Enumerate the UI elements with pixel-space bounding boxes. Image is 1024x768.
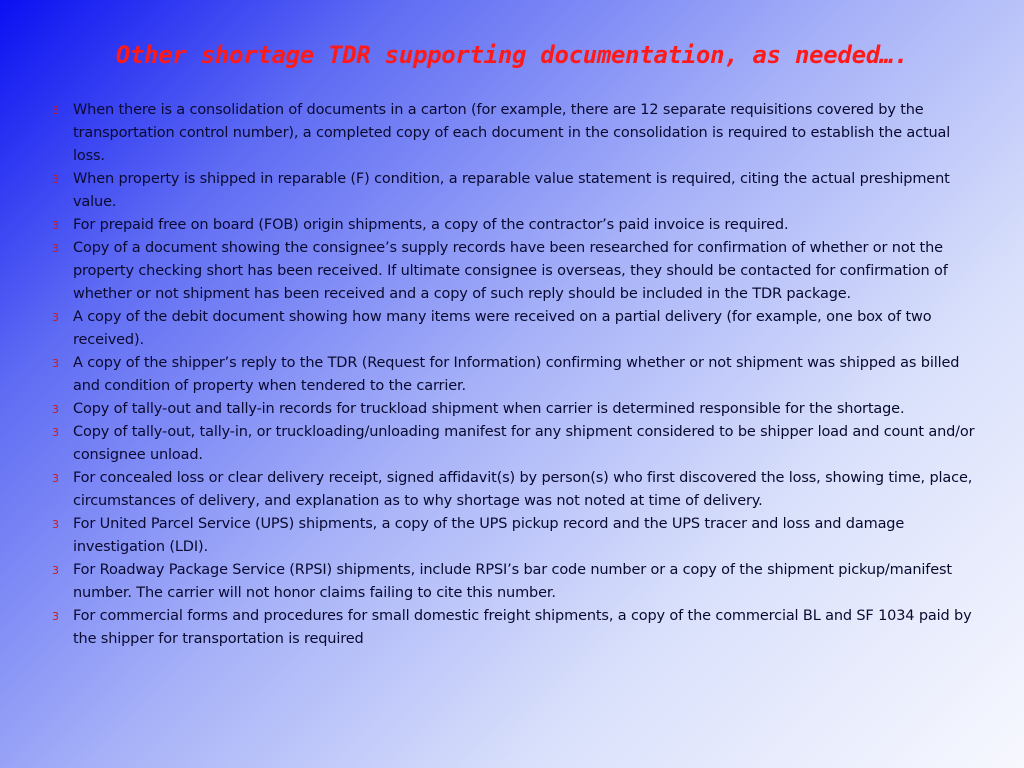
list-item [52,513,982,559]
list-item [52,99,982,168]
bullet-text: When there is a consolidation of documents in a carton (for example, there are 12 separate requisitions covered by the transportation control number), a completed copy of each document in the consolidation is required to establish the actual loss. [73,102,951,164]
list-item [52,306,982,352]
bullet-text: Copy of tally-out and tally-in records for truckload shipment when carrier is determined responsible for the shortage. [73,401,905,417]
bullet-icon: 3 [52,403,59,416]
bullet-text: For concealed loss or clear delivery receipt, signed affidavit(s) by person(s) who first discovered the loss, showing time, place, circumstances of delivery, and explanation as to why shortage was not noted at time of delivery. [73,470,973,509]
bullet-text: A copy of the shipper’s reply to the TDR (Request for Information) confirming whether or not shipment was shipped as billed and condition of property when tendered to the carrier. [73,355,960,394]
list-item [52,559,982,605]
bullet-text: A copy of the debit document showing how many items were received on a partial delivery (for example, one box of two received). [73,309,932,348]
list-item [52,168,982,214]
bullet-icon: 3 [52,564,59,577]
bullet-text: For commercial forms and procedures for small domestic freight shipments, a copy of the commercial BL and SF 1034 paid by the shipper for transportation is required [73,608,972,647]
list-item [52,467,982,513]
bullet-text: For prepaid free on board (FOB) origin shipments, a copy of the contractor’s paid invoice is required. [73,217,789,233]
bullet-icon: 3 [52,610,59,623]
list-item [52,398,982,421]
bullet-text: For United Parcel Service (UPS) shipments, a copy of the UPS pickup record and the UPS tracer and loss and damage investigation (LDI). [73,516,905,555]
bullet-icon: 3 [52,173,59,186]
list-item [52,214,982,237]
bullet-icon: 3 [52,472,59,485]
bullet-text: Copy of tally-out, tally-in, or truckloading/unloading manifest for any shipment considered to be shipper load and count and/or consignee unload. [73,424,975,463]
bullet-icon: 3 [52,242,59,255]
bullet-icon: 3 [52,426,59,439]
bullet-icon: 3 [52,219,59,232]
slide-title: Other shortage TDR supporting documentation, as needed…. [115,41,909,69]
list-item [52,605,982,651]
bullet-icon: 3 [52,311,59,324]
bullet-text: For Roadway Package Service (RPSI) shipments, include RPSI’s bar code number or a copy of the shipment pickup/manifest number. The carrier will not honor claims failing to cite this number. [73,562,952,601]
bullet-list [52,99,982,651]
bullet-text: Copy of a document showing the consignee’s supply records have been researched for confirmation of whether or not the property checking short has been received. If ultimate consignee is overseas, they should be contacted for confirmation of whether or not shipment has been received and a copy of such reply should be included in the TDR package. [73,240,948,302]
list-item [52,352,982,398]
list-item [52,421,982,467]
bullet-icon: 3 [52,518,59,531]
bullet-icon: 3 [52,357,59,370]
bullet-icon: 3 [52,104,59,117]
bullet-text: When property is shipped in reparable (F) condition, a reparable value statement is required, citing the actual preshipment value. [73,171,950,210]
list-item [52,237,982,306]
